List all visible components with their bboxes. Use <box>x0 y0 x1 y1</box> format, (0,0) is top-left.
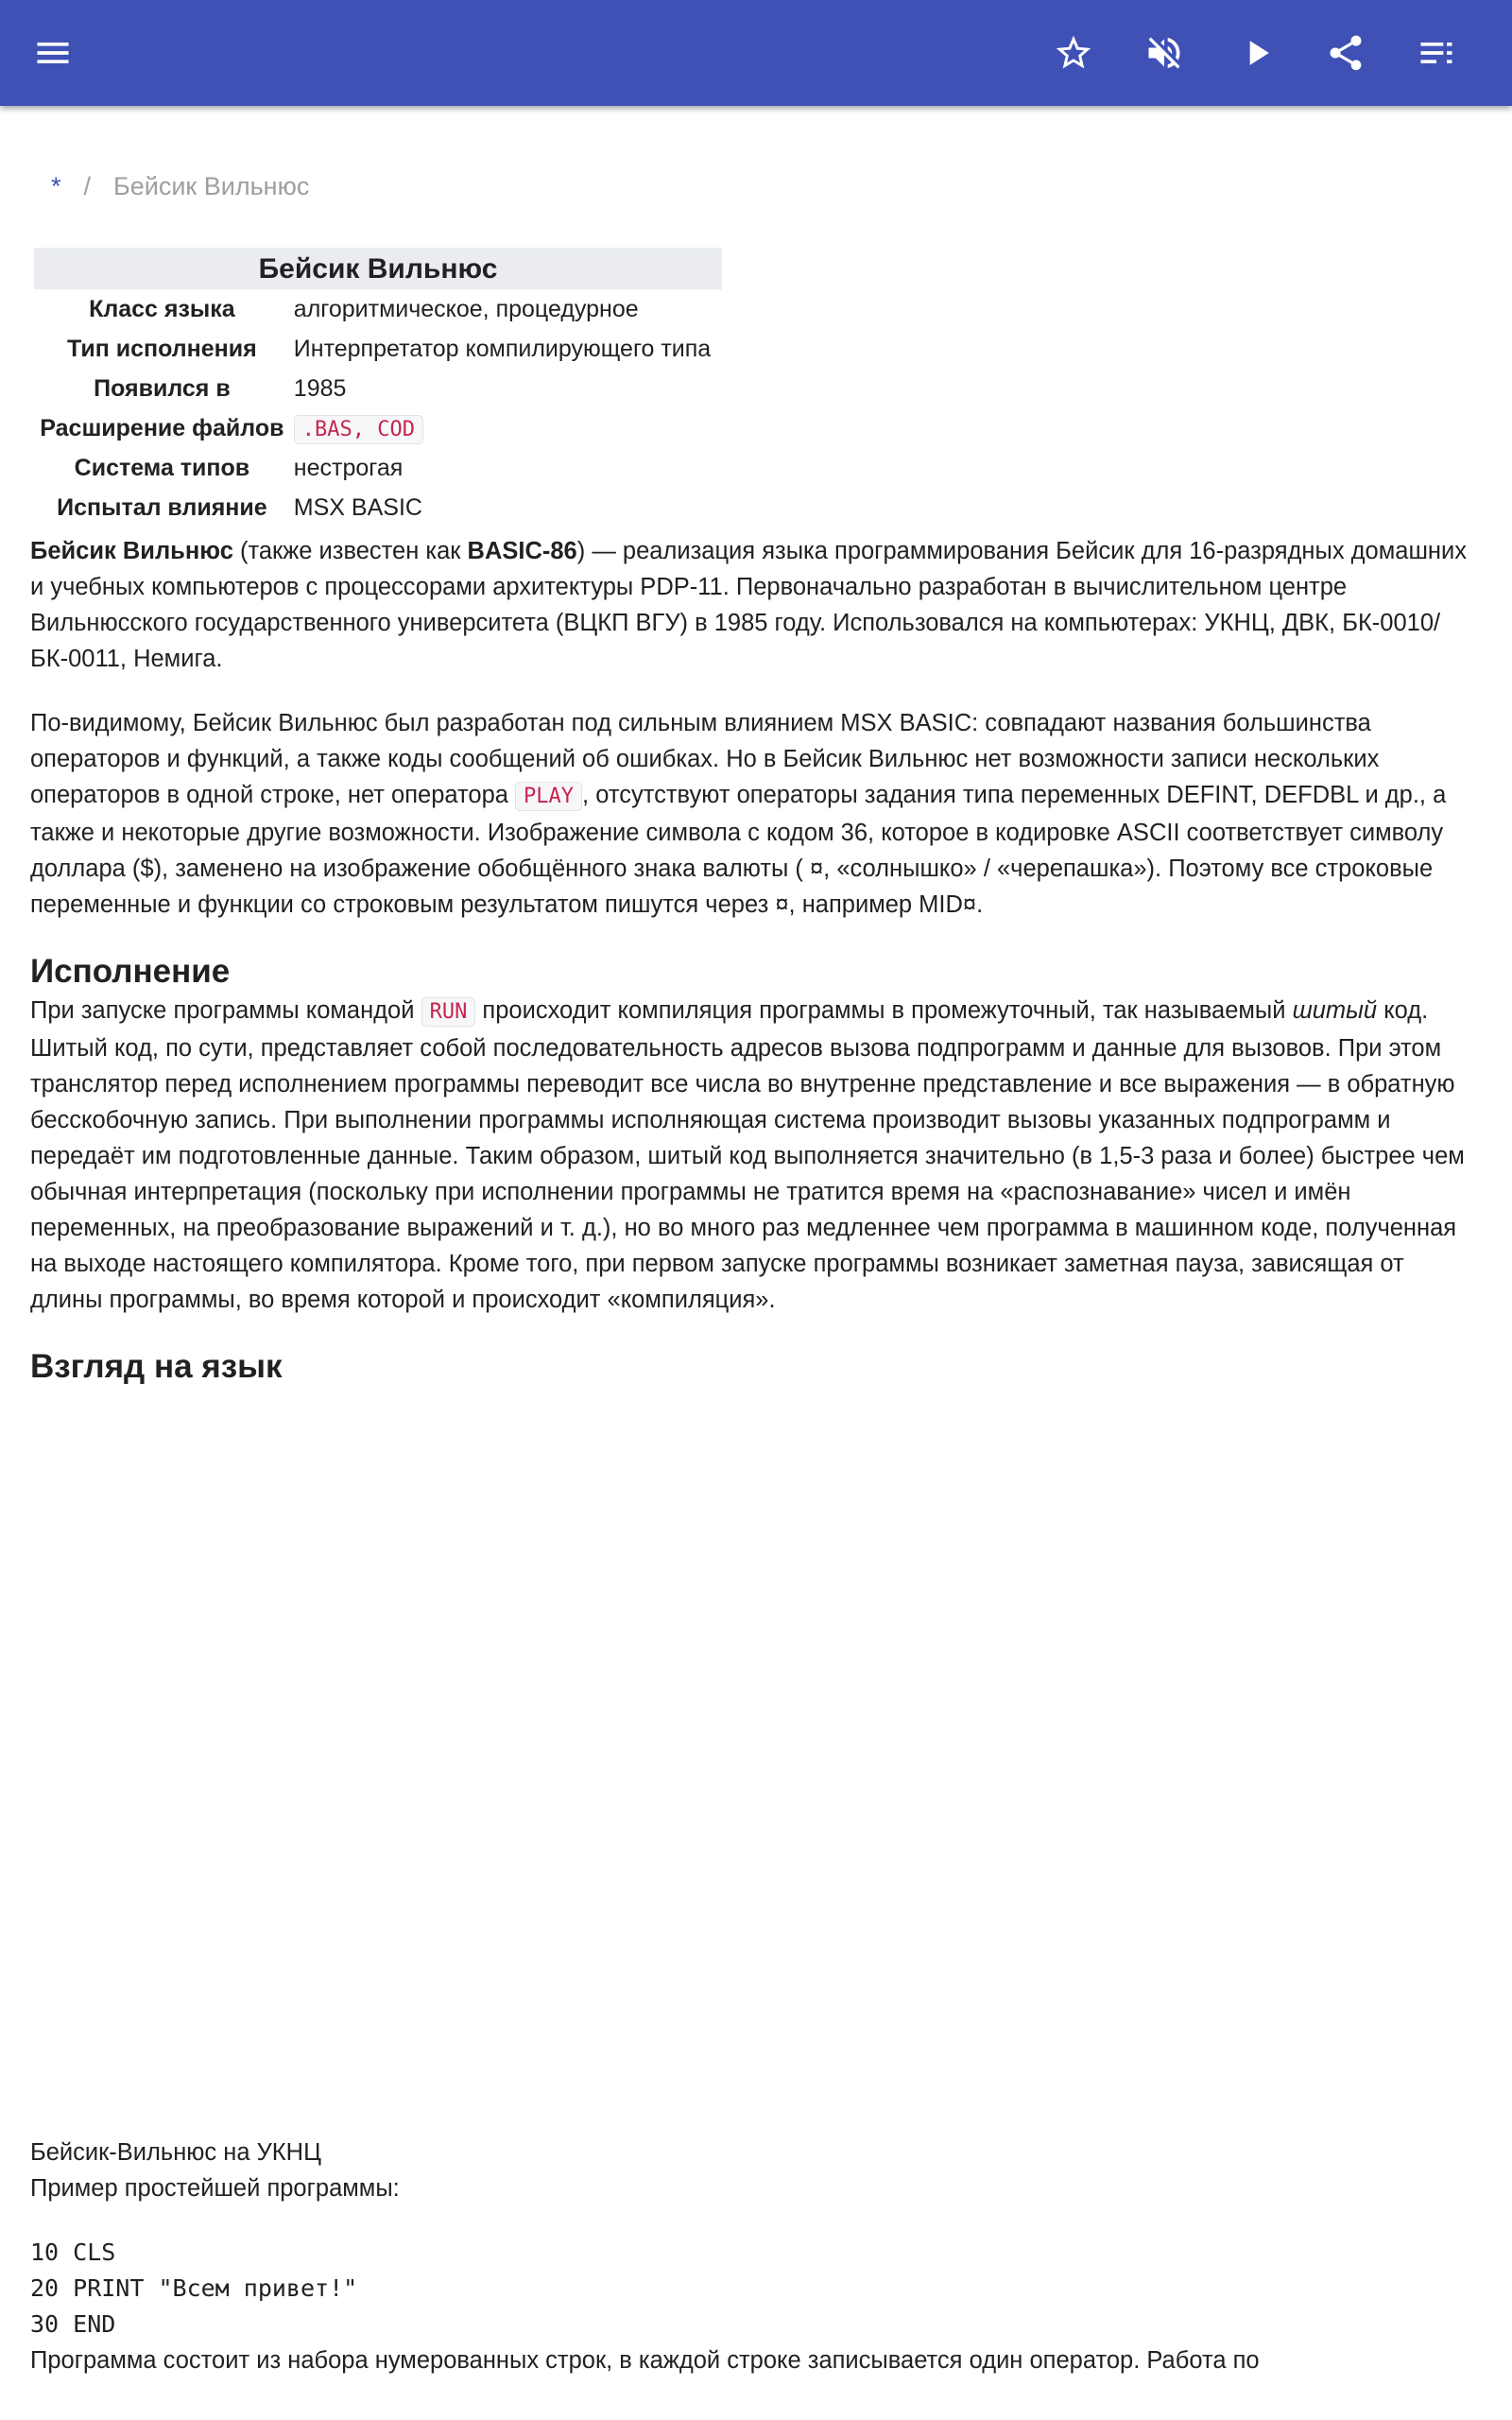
section-heading-execution: Исполнение <box>30 953 231 990</box>
paragraph-text: При запуске программы командой <box>30 997 421 1024</box>
share-icon <box>1325 32 1366 74</box>
play-button[interactable] <box>1230 26 1283 79</box>
play-icon <box>1236 32 1278 74</box>
paragraph-text: ) — реализация языка программирования Бейсик для 16-разрядных домашних и учебных компьютеров с процессорами архитектуры PDP-11. Первоначально разработан в вычислительном центре Вильнюсского государственного университета (ВЦКП ВГУ) в 1985 году. Использовался на компьютерах: УКНЦ, ДВК, БК-0010/БК-0011, Немига. <box>30 538 1467 672</box>
share-button[interactable] <box>1319 26 1372 79</box>
article-body <box>30 533 1482 2378</box>
paragraph <box>30 705 1482 923</box>
infobox-label: Класс языка <box>89 295 235 322</box>
infobox-label: Испытал влияние <box>57 493 267 521</box>
menu-button[interactable] <box>26 26 79 79</box>
star-outline-icon <box>1053 32 1094 74</box>
section-heading-overview: Взгляд на язык <box>30 1348 283 1385</box>
paragraph-text: , отсутствуют операторы задания типа переменных DEFINT, DEFDBL и др., а также и некоторые другие возможности. Изображение символа с кодом 36, которое в кодировке ASCII соответствует символу доллара ($), заменено на изображение обобщённого знака валюты ( ¤, «солнышко» / «черепашка»). Поэтому все строковые переменные и функции со строковым результатом пишутся через ¤, например MID¤. <box>30 782 1447 918</box>
paragraph-text: происходит компиляция программы в промежуточный, так называемый <box>475 997 1293 1024</box>
breadcrumb-home-link[interactable]: * <box>51 172 61 200</box>
paragraph <box>30 993 1482 1318</box>
paragraph-text: код. Шитый код, по сути, представляет собой последовательность адресов вызова подпрограмм и данные для вызовов. При этом транслятор перед исполнением программы переводит все числа во внутренне представление и все выражения — в обратную бесскобочную запись. При выполнении программы исполняющая система производит вызовы указанных подпрограмм и передаёт им подготовленные данные. Таким образом, шитый код выполняется значительно (в 1,5-3 раза и более) быстрее чем обычная интерпретация (поскольку при исполнении программы не тратится время на «распознавание» чисел и имён переменных, на преобразование выражений и т. д.), но во много раз медленнее чем программа в машинном коде, полученная на выходе настоящего компилятора. Кроме того, при первом запуске программы возникает заметная пауза, зависящая от длины программы, во время которой и происходит «компиляция». <box>30 997 1465 1313</box>
infobox <box>34 248 722 527</box>
code-line: 30 END <box>30 2310 116 2338</box>
breadcrumb-separator: / <box>83 172 92 200</box>
infobox-value: Интерпретатор компилирующего типа <box>293 335 712 362</box>
code-line: 10 CLS <box>30 2238 116 2266</box>
breadcrumb-current: Бейсик Вильнюс <box>113 172 310 200</box>
intro-paragraph <box>30 533 1482 677</box>
bookmark-button[interactable] <box>1047 26 1100 79</box>
inline-code: PLAY <box>515 782 582 811</box>
infobox-row <box>34 369 722 408</box>
infobox-value: 1985 <box>293 374 347 402</box>
infobox-label: Появился в <box>94 374 231 402</box>
infobox-label: Расширение файлов <box>40 414 284 441</box>
italic-term: шитый <box>1292 997 1378 1024</box>
playlist-icon <box>1416 32 1457 74</box>
app-toolbar <box>0 0 1512 106</box>
code-block <box>30 2235 1482 2342</box>
alias-name: BASIC-86 <box>467 538 577 564</box>
file-extension-code: .BAS, COD <box>294 415 423 444</box>
paragraph-text: По-видимому, Бейсик Вильнюс был разработан под сильным влиянием MSX BASIC: совпадают названия большинства операторов и функций, а также коды сообщений об ошибках. Но в Бейсик Вильнюс нет возможности записи нескольких операторов в одной строке, нет оператора <box>30 710 1380 808</box>
infobox-row <box>34 488 722 527</box>
infobox-value: MSX BASIC <box>293 493 422 521</box>
code-line: 20 PRINT "Всем привет!" <box>30 2274 358 2302</box>
infobox-value: алгоритмическое, процедурное <box>293 295 639 322</box>
infobox-row <box>34 289 722 329</box>
infobox-row <box>34 448 722 488</box>
image-placeholder <box>30 1388 1482 2135</box>
breadcrumb <box>51 172 309 201</box>
example-intro: Пример простейшей программы: <box>30 2175 400 2202</box>
volume-off-icon <box>1143 32 1185 74</box>
menu-icon <box>32 32 74 74</box>
infobox-label: Тип исполнения <box>67 335 257 362</box>
image-caption: Бейсик-Вильнюс на УКНЦ <box>30 2139 321 2166</box>
infobox-row <box>34 329 722 369</box>
paragraph: Программа состоит из набора нумерованных строк, в каждой строке записывается один оператор. Работа по <box>30 2347 1260 2374</box>
contents-button[interactable] <box>1410 26 1463 79</box>
mute-button[interactable] <box>1138 26 1191 79</box>
infobox-row <box>34 408 722 448</box>
infobox-value <box>290 408 722 448</box>
inline-code: RUN <box>421 997 476 1027</box>
infobox-title: Бейсик Вильнюс <box>34 248 722 289</box>
infobox-label: Система типов <box>74 454 250 481</box>
article-subject: Бейсик Вильнюс <box>30 538 233 564</box>
paragraph-text: (также известен как <box>232 538 468 564</box>
infobox-value: нестрогая <box>293 454 404 481</box>
